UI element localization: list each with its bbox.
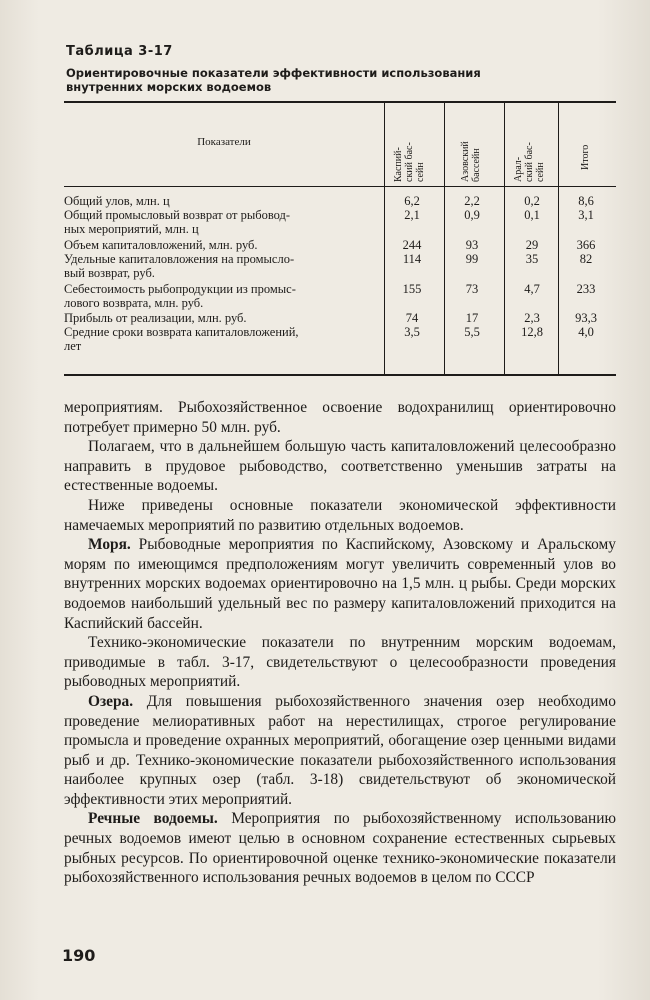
- paragraph: Полагаем, что в дальнейшем большую часть капиталовложений целесообразно направить в прудовое рыбоводство, соответственно уменьшив затраты на естественные водоемы.: [64, 438, 616, 495]
- table-row: [64, 282, 616, 310]
- cell-azov: 99: [465, 252, 479, 266]
- table-bottom-rule: [64, 374, 616, 376]
- header-total: Итого: [580, 144, 591, 170]
- table-label: Таблица 3-17: [66, 44, 173, 59]
- row-name: Себестоимость рыбопродукции из промыс- лового возврата, млн. руб.: [64, 282, 296, 310]
- cell-caspian: 155: [402, 282, 422, 296]
- cell-aral: 2,3: [524, 311, 540, 325]
- paragraph-text: Рыбоводные мероприятия по Каспийскому, Азовскому и Аральскому морям по имеющимся предположениям могут увеличить современный улов во внутренних морских водоемах ориентировочно на 1,5 млн. ц рыбы. Среди морских водоемов наибольший удельный вес по размеру капиталовложений приходится на Каспийский бассейн.: [64, 536, 616, 632]
- paragraph: [64, 535, 616, 633]
- cell-azov: 2,2: [464, 194, 480, 208]
- paragraph: Технико-экономические показатели по внутренним морским водоемам, приводимые в табл. 3-17, свидетельствуют о целесообразности проведения рыбоводных мероприятий.: [64, 634, 616, 691]
- cell-azov: 17: [465, 311, 479, 325]
- cell-caspian: 74: [405, 311, 419, 325]
- cell-caspian: 114: [402, 252, 422, 266]
- cell-azov: 93: [465, 238, 479, 252]
- table-header-rule: [64, 186, 616, 187]
- header-aral: Арал- ский бас- сейн: [513, 142, 546, 182]
- row-name: Средние сроки возврата капиталовложений, лет: [64, 325, 299, 353]
- table-row: [64, 208, 616, 236]
- cell-aral: 12,8: [521, 325, 543, 339]
- cell-total: 366: [576, 238, 596, 252]
- cell-azov: 73: [465, 282, 479, 296]
- section-heading: Речные водоемы.: [88, 810, 218, 828]
- row-name: Прибыль от реализации, млн. руб.: [64, 311, 247, 325]
- cell-caspian: 244: [402, 238, 422, 252]
- table-title: Ориентировочные показатели эффективности использования внутренних морских водоемов: [66, 66, 481, 94]
- body-text: [64, 398, 616, 888]
- row-name: Общий улов, млн. ц: [64, 194, 170, 208]
- row-name: Общий промысловый возврат от рыбовод- ных мероприятий, млн. ц: [64, 208, 291, 236]
- paragraph: Ниже приведены основные показатели экономической эффективности намечаемых мероприятий по развитию отдельных водоемов.: [64, 496, 616, 534]
- cell-azov: 5,5: [464, 325, 480, 339]
- table-top-rule: [64, 101, 616, 103]
- cell-total: 3,1: [578, 208, 594, 222]
- header-azov: Азовский бассейн: [460, 141, 482, 182]
- cell-total: 4,0: [578, 325, 594, 339]
- paragraph: [64, 692, 616, 810]
- cell-aral: 0,1: [524, 208, 540, 222]
- row-name: Удельные капиталовложения на промысло- вый возврат, руб.: [64, 252, 295, 280]
- cell-aral: 4,7: [524, 282, 540, 296]
- table-row: [64, 311, 616, 325]
- row-name: Объем капиталовложений, млн. руб.: [64, 238, 258, 252]
- cell-caspian: 3,5: [404, 325, 420, 339]
- cell-caspian: 6,2: [404, 194, 420, 208]
- cell-total: 8,6: [578, 194, 594, 208]
- section-heading: Моря.: [88, 536, 131, 554]
- cell-azov: 0,9: [464, 208, 480, 222]
- table-row: [64, 325, 616, 353]
- section-heading: Озера.: [88, 692, 134, 710]
- table-row: [64, 238, 616, 252]
- cell-aral: 35: [525, 252, 539, 266]
- cell-caspian: 2,1: [404, 208, 420, 222]
- cell-total: 233: [576, 282, 596, 296]
- cell-total: 93,3: [575, 311, 597, 325]
- paragraph-text: Мероприятия по рыбохозяйственному использованию речных водоемов имеют целью в основном сохранение естественных сырьевых рыбных ресурсов. По ориентировочной оценке технико-экономические показатели рыбохозяйственного использования речных водоемов в целом по СССР: [64, 810, 616, 887]
- paragraph-text: Для повышения рыбохозяйственного значения озер необходимо проведение мелиоративных работ на нерестилищах, строгое регулирование промысла и проведение охранных мероприятий, обогащение озер ценными видами рыб и др. Технико-экономические показатели рыбохозяйственного использования наиболее крупных озер (табл. 3-18) свидетельствуют об экономической эффективности этих мероприятий.: [64, 692, 616, 808]
- cell-aral: 0,2: [524, 194, 540, 208]
- table-row: [64, 194, 616, 208]
- table-row: [64, 252, 616, 280]
- header-caspian: Каспий- ский бас- сейн: [393, 142, 426, 182]
- header-params: Показатели: [197, 136, 251, 148]
- page-number: 190: [62, 946, 96, 965]
- paragraph: [64, 809, 616, 887]
- paragraph: мероприятиям. Рыбохозяйственное освоение водохранилищ ориентировочно потребует примерно 50 млн. руб.: [64, 399, 616, 436]
- cell-aral: 29: [525, 238, 539, 252]
- cell-total: 82: [579, 252, 593, 266]
